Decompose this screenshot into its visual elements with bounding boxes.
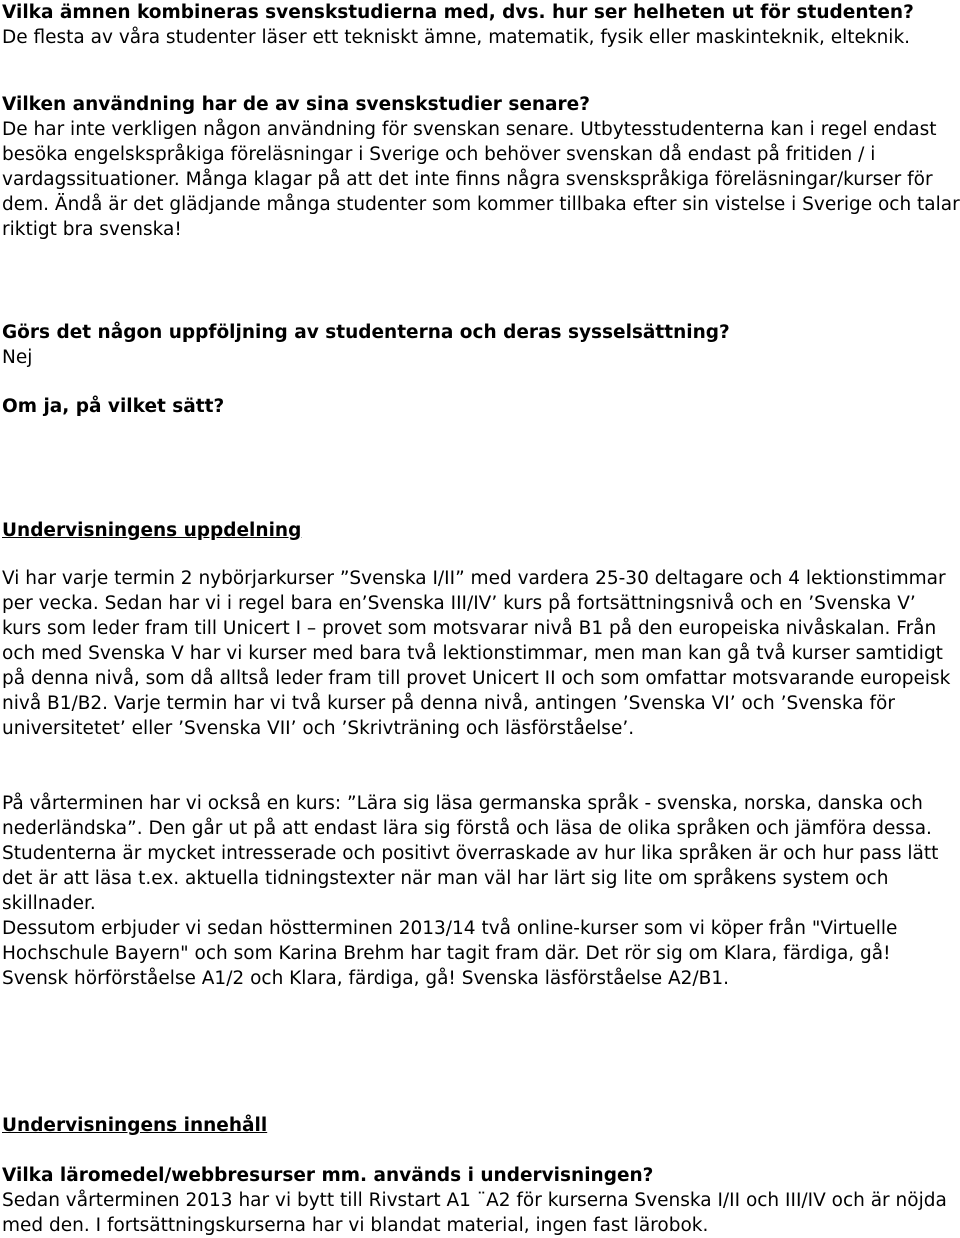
paragraph-online-courses: Dessutom erbjuder vi sedan höstterminen 2013/14 två online-kurser som vi köper från "Virtuelle Hochschule Bayern" och som Karina Brehm har tagit fram där. Det rör sig om Klara, färdiga, gå! Svensk hörförståelse A1/2 och Klara, färdiga, gå! Svenska läsförståelse A2/B1. bbox=[2, 918, 898, 989]
section-how bbox=[2, 394, 960, 419]
question-materials: Vilka läromedel/webbresurser mm. används i undervisningen? bbox=[2, 1165, 654, 1186]
paragraph-germanic-languages: På vårterminen har vi också en kurs: ”Lära sig läsa germanska språk - svenska, norska, danska och nederländska”. Den går ut på att endast lära sig förstå och läsa de olika språken och jämföra dessa. Studenterna är mycket intresserade och positivt överraskade av hur lika språken är och hur pass lätt det är att läsa t.ex. aktuella tidningstexter när man väl har lärt sig lite om språkens system och skillnader. bbox=[2, 793, 939, 914]
question-how: Om ja, på vilket sätt? bbox=[2, 396, 225, 417]
answer-later-use: De har inte verkligen någon användning för svenskan senare. Utbytesstudenterna kan i regel endast besöka engelskspråkiga föreläsningar i Sverige och behöver svenskan då endast på fritiden / i vardagssituationer. Många klagar på att det inte finns några svenskspråkiga föreläsningar/kurser för dem. Ändå är det glädjande många studenter som kommer tillbaka efter sin vistelse i Sverige och talar riktigt bra svenska! bbox=[2, 119, 960, 240]
heading-teaching-structure: Undervisningens uppdelning bbox=[2, 520, 302, 541]
paragraph-courses: Vi har varje termin 2 nybörjarkurser ”Svenska I/II” med vardera 25-30 deltagare och 4 lektionstimmar per vecka. Sedan har vi i regel bara en’Svenska III/IV’ kurs på fortsättningsnivå och en ’Svenska V’ kurs som leder fram till Unicert I – provet som motsvarar nivå B1 på den europeiska nivåskalan. Från och med Svenska V har vi kurser med bara två lektionstimmar, men man kan gå två kurser samtidigt på denna nivå, som då alltså leder fram till provet Unicert II och som omfattar motsvarande europeisk nivå B1/B2. Varje termin har vi två kurser på denna nivå, antingen ’Svenska VI’ och ’Svenska för universitetet’ eller ’Svenska VII’ och ’Skrivträning och läsförståelse’. bbox=[2, 568, 951, 739]
question-follow-up: Görs det någon uppföljning av studenterna och deras sysselsättning? bbox=[2, 322, 730, 343]
section-subject-combination bbox=[2, 0, 960, 50]
answer-subject-combination: De flesta av våra studenter läser ett tekniskt ämne, matematik, fysik eller maskinteknik, elteknik. bbox=[2, 27, 911, 48]
question-later-use: Vilken användning har de av sina svenskstudier senare? bbox=[2, 94, 590, 115]
heading-teaching-content: Undervisningens innehåll bbox=[2, 1115, 268, 1136]
section-follow-up bbox=[2, 320, 960, 370]
section-teaching-structure bbox=[2, 518, 960, 543]
section-spring-courses bbox=[2, 791, 960, 991]
section-materials bbox=[2, 1163, 960, 1238]
section-later-use bbox=[2, 92, 960, 242]
answer-materials: Sedan vårterminen 2013 har vi bytt till Rivstart A1 ¨A2 för kurserna Svenska I/II och III/IV och är nöjda med den. I fortsättningskurserna har vi blandat material, ingen fast lärobok. bbox=[2, 1190, 947, 1236]
answer-follow-up: Nej bbox=[2, 347, 33, 368]
section-teaching-content bbox=[2, 1113, 960, 1138]
section-courses bbox=[2, 566, 960, 741]
question-subject-combination: Vilka ämnen kombineras svenskstudierna med, dvs. hur ser helheten ut för studenten? bbox=[2, 2, 914, 23]
